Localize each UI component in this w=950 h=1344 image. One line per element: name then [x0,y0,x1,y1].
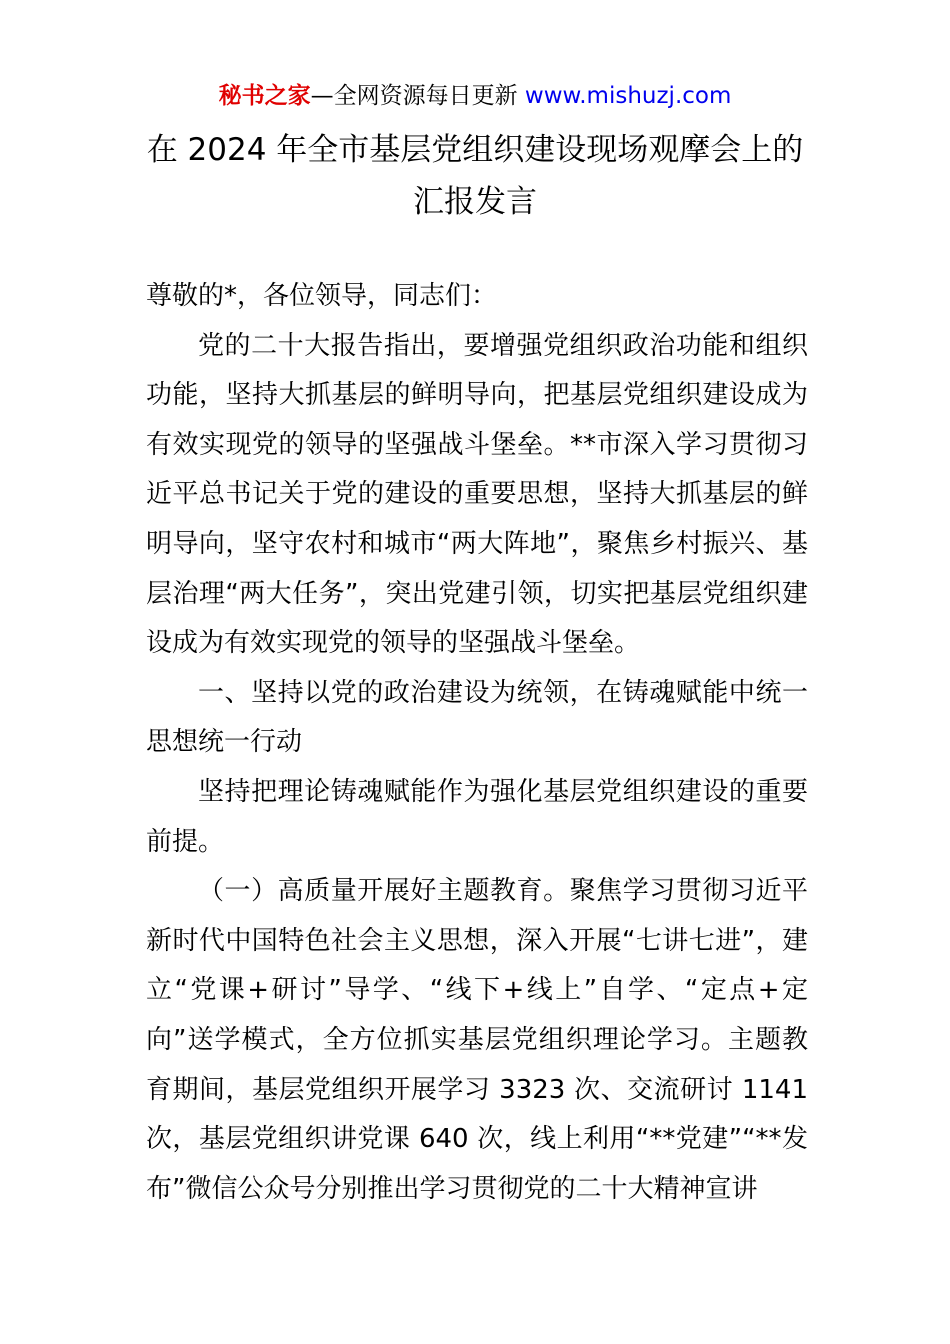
site-url-link[interactable]: www.mishuzj.com [524,83,732,109]
section-heading-1: 一、坚持以党的政治建设为统领，在铸魂赋能中统一思想统一行动 [146,677,808,758]
title-line-2: 汇报发言 [413,184,537,220]
document-title [0,124,950,228]
site-brand: 秘书之家 [218,83,311,109]
subsection-paragraph-1: （一）高质量开展好主题教育。聚焦学习贯彻习近平新时代中国特色社会主义思想，深入开展“七讲七进”，建立“党课+研讨”导学、“线下+线上”自学、“定点+定向”送学模式，全方位抓实基层党组织理论学习。主题教育期间，基层党组织开展学习 3323 次、交流研讨 1141 次，基层党组织讲党课 640 次，线上利用“**党建”“**发布”微信公众号分别推出学习贯彻党的二十大精神宣讲 [146,876,808,1204]
document-body [146,272,808,1214]
site-header [0,80,950,112]
intro-paragraph: 党的二十大报告指出，要增强党组织政治功能和组织功能，坚持大抓基层的鲜明导向，把基层党组织建设成为有效实现党的领导的坚强战斗堡垒。**市深入学习贯彻习近平总书记关于党的建设的重要思想，坚持大抓基层的鲜明导向，坚守农村和城市“两大阵地”，聚焦乡村振兴、基层治理“两大任务”，突出党建引领，切实把基层党组织建设成为有效实现党的领导的坚强战斗堡垒。 [146,330,808,659]
salutation: 尊敬的*，各位领导，同志们： [146,281,498,311]
section-lead-paragraph: 坚持把理论铸魂赋能作为强化基层党组织建设的重要前提。 [146,776,808,857]
title-line-1: 在 2024 年全市基层党组织建设现场观摩会上的 [146,132,804,168]
site-tagline: —全网资源每日更新 [310,83,525,109]
